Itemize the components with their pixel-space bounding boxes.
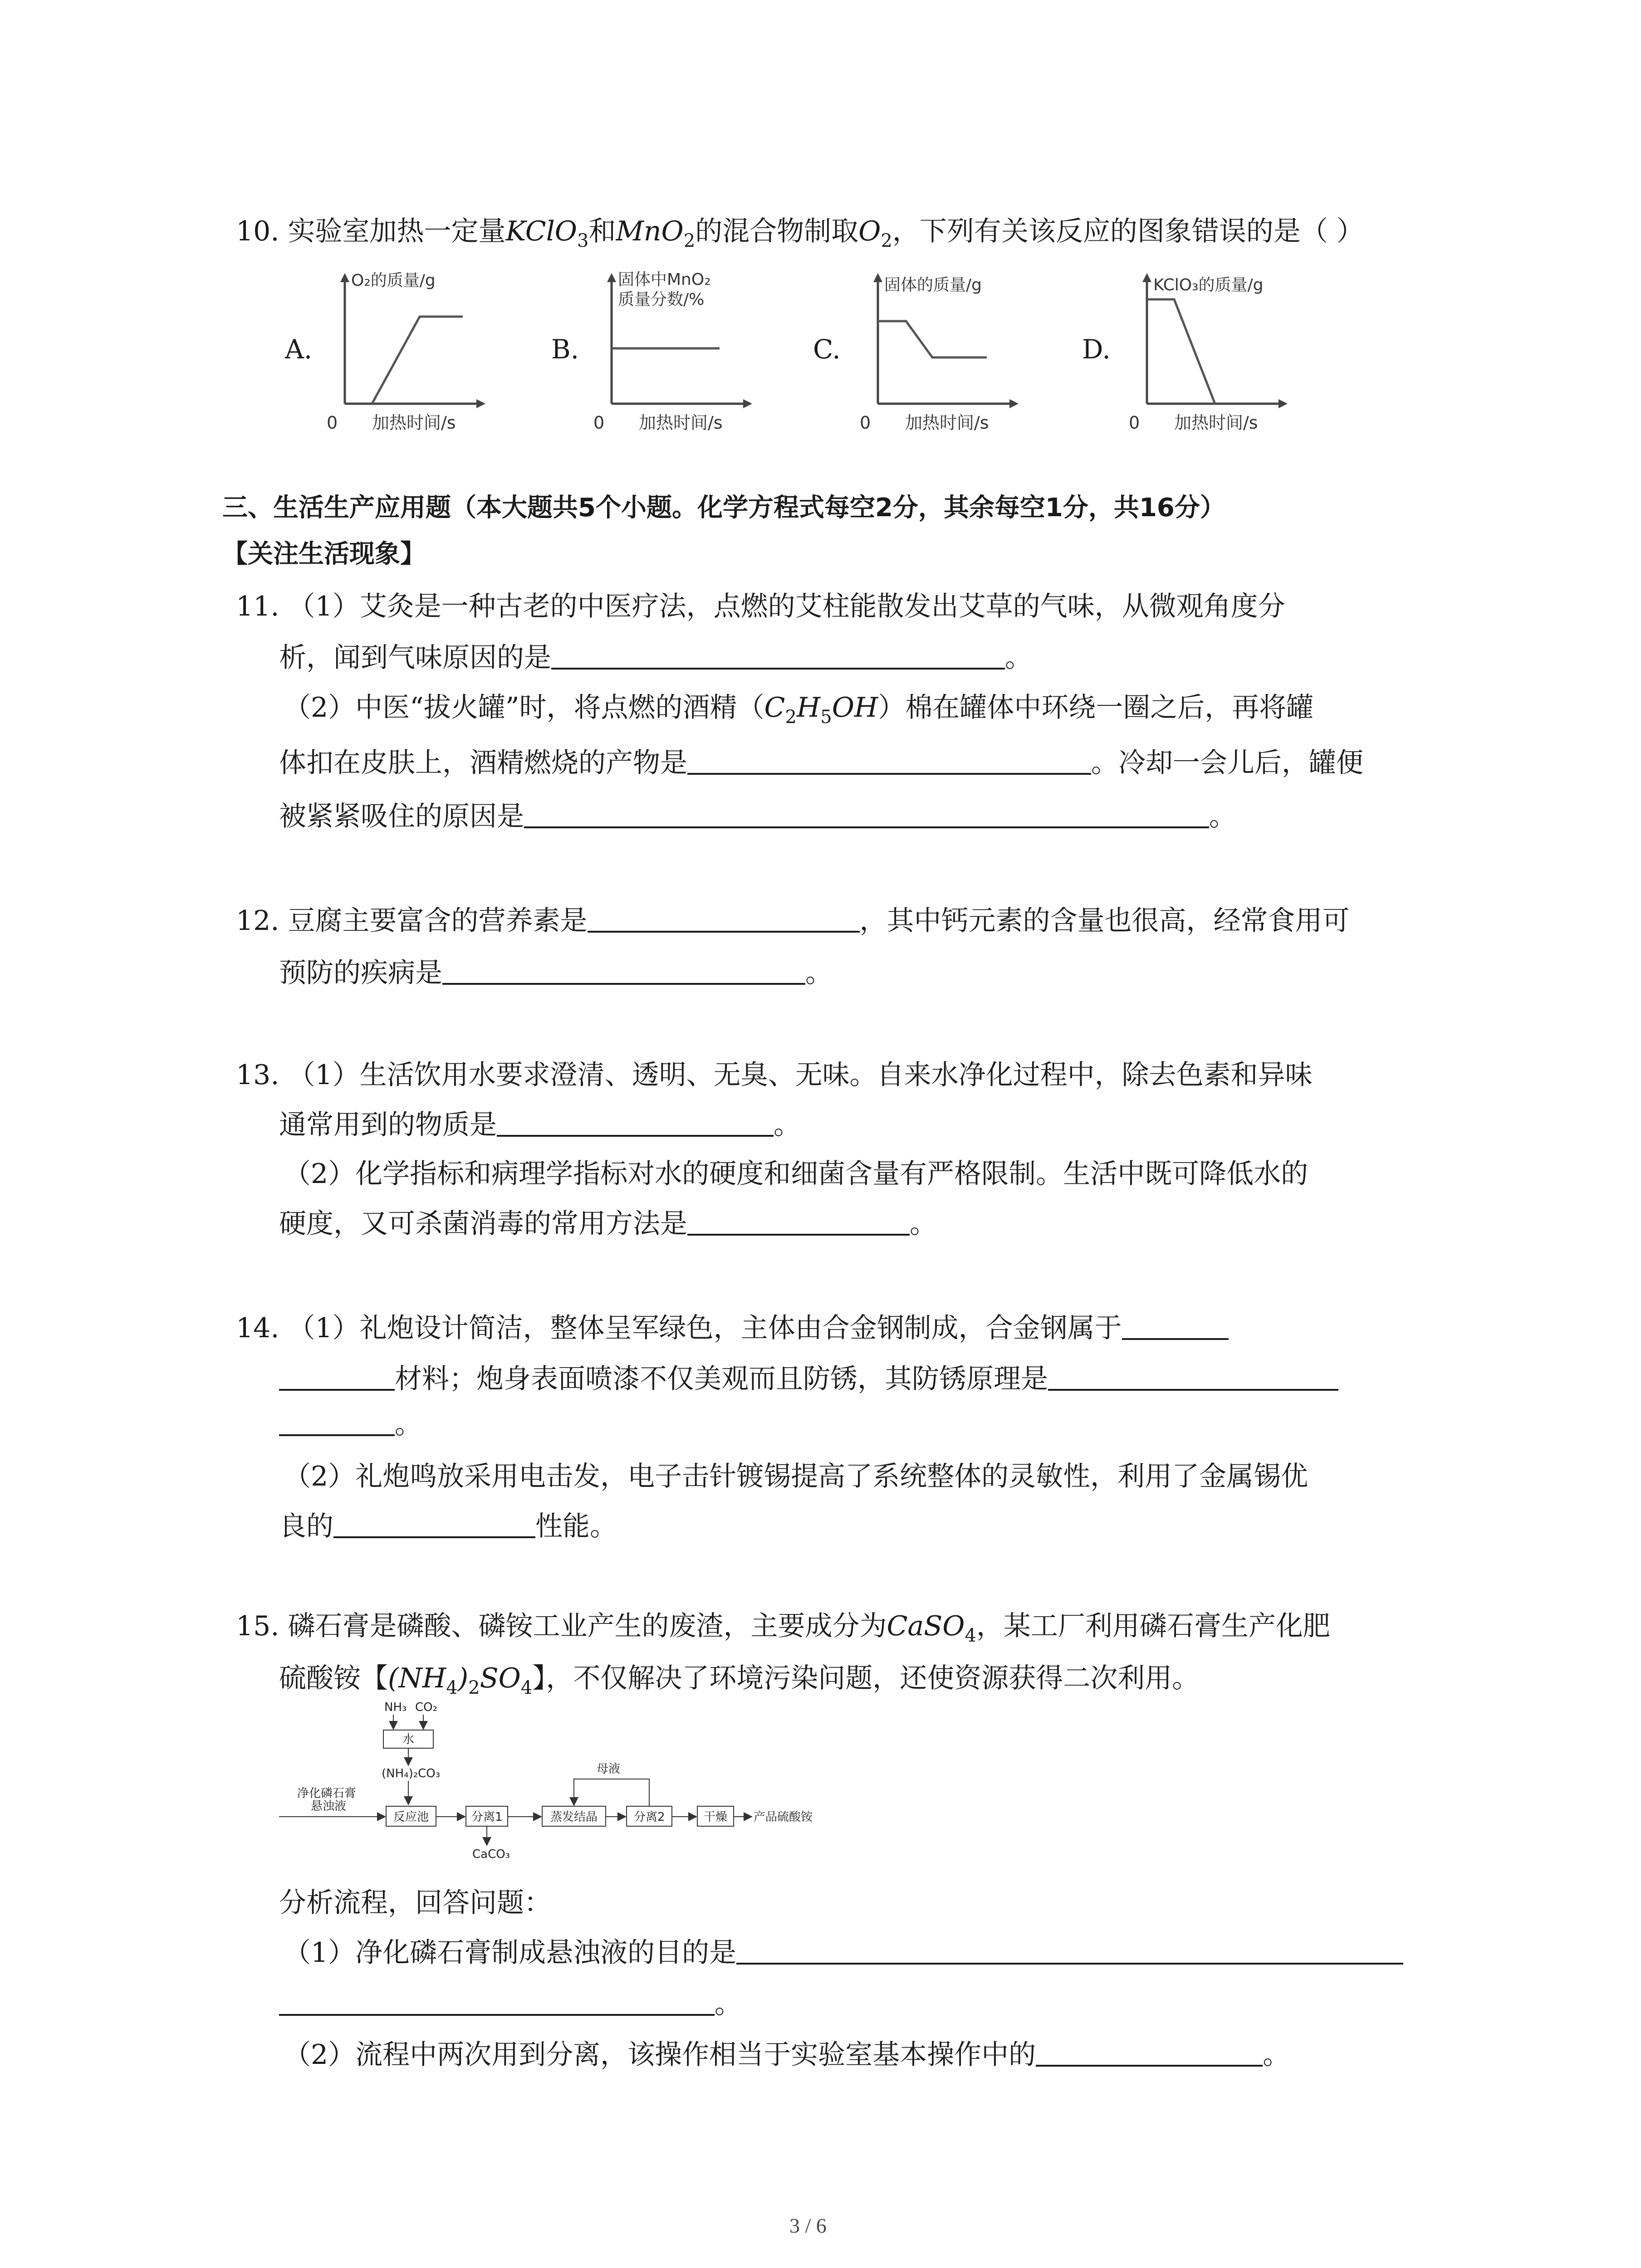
section-subtitle: 【关注生活现象】	[222, 539, 426, 569]
section-title: 三、生活生产应用题（本大题共5个小题。化学方程式每空2分，其余每空1分，共16分）	[222, 493, 1225, 523]
x-label: 加热时间/s	[372, 413, 456, 433]
formula-c: C	[764, 692, 785, 723]
q11-line1: 11. （1）艾灸是一种古老的中医疗法，点燃的艾柱能散发出艾草的气味，从微观角度分	[236, 591, 1285, 622]
flow-caco3: CaCO₃	[472, 1848, 510, 1861]
curve-solid-mass	[878, 321, 987, 357]
option-b-graph	[593, 270, 761, 437]
q11-line2	[279, 640, 1032, 676]
q11-line4	[279, 745, 1363, 781]
q15-text: （1）净化磷石膏制成悬浊液的目的是	[284, 1937, 737, 1969]
q14-line2	[279, 1361, 1338, 1397]
flow-dry: 干燥	[704, 1810, 728, 1824]
q15-line1	[236, 1608, 1330, 1654]
option-c-letter[interactable]: C.	[813, 334, 841, 365]
x-axis-arrow-icon	[1009, 399, 1019, 408]
answer-blank[interactable]	[687, 745, 1091, 775]
q11-period: 。	[1005, 642, 1032, 674]
q11-line5	[279, 798, 1236, 835]
q15-period: 。	[1263, 2039, 1290, 2071]
q14-text: 14. （1）礼炮设计简洁，整体呈军绿色，主体由合金钢制成，合金钢属于	[236, 1312, 1122, 1344]
q12-period: 。	[805, 957, 833, 989]
formula-h: H	[796, 692, 821, 723]
q14-period: 。	[395, 1408, 422, 1440]
origin-label: 0	[327, 413, 338, 433]
q12-text: 12. 豆腐主要富含的营养素是	[236, 905, 588, 937]
y-label-line2: 质量分数/%	[618, 290, 705, 309]
answer-blank[interactable]	[551, 640, 1005, 670]
flow-reactor: 反应池	[393, 1810, 429, 1824]
q15-text: 15. 磷石膏是磷酸、磷铵工业产生的废渣，主要成分为	[236, 1610, 887, 1642]
x-axis-arrow-icon	[743, 399, 752, 408]
answer-blank[interactable]	[736, 1935, 1403, 1965]
answer-blank-cont[interactable]	[279, 1406, 395, 1436]
x-axis-arrow-icon	[1279, 399, 1288, 408]
formula-o2-sub: 2	[881, 230, 892, 251]
flow-sep2: 分离2	[634, 1810, 665, 1824]
option-b-letter[interactable]: B.	[551, 334, 579, 365]
formula-paren: )	[457, 1662, 469, 1694]
q11-text: 体扣在皮肤上，酒精燃烧的产物是	[279, 747, 687, 779]
formula-nh4-sub2: 2	[468, 1677, 480, 1698]
q12-text: 预防的疾病是	[279, 957, 442, 989]
formula-h-sub: 5	[820, 707, 832, 728]
formula-so4-sub: 4	[520, 1677, 533, 1698]
q10-text-c: ，下列有关该反应的图象错误的是（ ）	[892, 215, 1364, 247]
formula-kclo3-sub: 3	[577, 230, 589, 251]
q15-text: 硫酸铵【	[279, 1662, 388, 1694]
q10-text-a: 10. 实验室加热一定量	[236, 215, 506, 247]
formula-caso4-sub: 4	[965, 1625, 976, 1646]
q15-line3: 分析流程，回答问题：	[279, 1887, 551, 1919]
q15-text: （2）流程中两次用到分离，该操作相当于实验室基本操作中的	[284, 2039, 1036, 2071]
flow-water: 水	[402, 1733, 415, 1746]
option-d-graph	[1129, 272, 1297, 437]
q15-text: ，某工厂利用磷石膏生产化肥	[976, 1610, 1330, 1642]
q11-text: 被紧紧吸住的原因是	[279, 801, 524, 832]
answer-blank[interactable]	[687, 1206, 910, 1236]
y-axis-arrow-icon	[607, 273, 616, 282]
q13-period: 。	[910, 1208, 937, 1240]
q14-line5	[279, 1508, 617, 1545]
answer-blank[interactable]	[1048, 1361, 1338, 1391]
formula-so4: SO	[480, 1662, 521, 1694]
formula-caso4: CaSO	[887, 1610, 965, 1642]
answer-blank-cont[interactable]	[279, 1361, 395, 1391]
x-label: 加热时间/s	[639, 413, 723, 433]
answer-blank[interactable]	[333, 1508, 535, 1538]
flow-nh4co3: (NH₄)₂CO₃	[382, 1767, 441, 1780]
q15-text: 】，不仅解决了环境污染问题，还使资源获得二次利用。	[532, 1662, 1200, 1694]
q13-text: 硬度，又可杀菌消毒的常用方法是	[279, 1208, 687, 1240]
y-label-line1: 固体中MnO₂	[618, 270, 711, 289]
flow-nh3: NH₃	[384, 1701, 407, 1714]
answer-blank[interactable]	[1036, 2037, 1263, 2067]
y-axis-arrow-icon	[873, 273, 882, 282]
x-label: 加热时间/s	[905, 413, 989, 433]
formula-nh4: (NH	[388, 1662, 446, 1694]
page-number: 3 / 6	[789, 2214, 827, 2237]
q13-period: 。	[774, 1109, 801, 1141]
curve-kclo3-mass	[1147, 299, 1215, 404]
origin-label: 0	[593, 413, 605, 433]
y-label: KClO₃的质量/g	[1153, 276, 1264, 294]
flow-input-line1: 净化磷石膏	[297, 1787, 357, 1800]
q11-text: ）棉在罐体中环绕一圈之后，再将罐	[878, 692, 1314, 723]
q13-text: 通常用到的物质是	[279, 1109, 497, 1141]
process-flow-diagram	[279, 1696, 851, 1889]
q10-text-b: 的混合物制取	[695, 215, 859, 247]
y-axis-arrow-icon	[1142, 273, 1151, 282]
q11-line3	[284, 689, 1313, 735]
x-label: 加热时间/s	[1174, 413, 1258, 433]
y-label: O₂的质量/g	[351, 271, 436, 290]
answer-blank[interactable]	[442, 955, 805, 985]
curve-o2-mass	[372, 317, 463, 404]
option-d-letter[interactable]: D.	[1082, 334, 1111, 365]
answer-blank[interactable]	[524, 798, 1209, 828]
answer-blank[interactable]	[588, 903, 860, 933]
q12-text: ，其中钙元素的含量也很高，经常食用可	[859, 905, 1350, 937]
flow-mother: 母液	[597, 1762, 621, 1776]
x-axis-arrow-icon	[476, 399, 485, 408]
formula-c-sub: 2	[785, 707, 797, 728]
q10-stem	[236, 213, 1364, 259]
q14-line4: （2）礼炮鸣放采用电击发，电子击针镀锡提高了系统整体的灵敏性，利用了金属锡优	[284, 1461, 1308, 1492]
q11-text: 析，闻到气味原因的是	[279, 642, 551, 674]
answer-blank-cont[interactable]	[279, 1986, 715, 2016]
origin-label: 0	[1129, 413, 1140, 433]
q13-line3: （2）化学指标和病理学指标对水的硬度和细菌含量有严格限制。生活中既可降低水的	[284, 1158, 1308, 1190]
q11-period: 。	[1209, 801, 1236, 832]
origin-label: 0	[860, 413, 871, 433]
q14-line1	[236, 1310, 1229, 1346]
flow-evap: 蒸发结晶	[550, 1810, 598, 1824]
formula-mno2-sub: 2	[683, 230, 696, 251]
option-c-graph	[860, 272, 1028, 437]
flow-co2: CO₂	[415, 1701, 438, 1714]
q12-line1	[236, 903, 1350, 939]
q15-line6	[284, 2037, 1290, 2073]
q13-line4	[279, 1206, 937, 1242]
q13-line1: 13. （1）生活饮用水要求澄清、透明、无臭、无味。自来水净化过程中，除去色素和异味	[236, 1059, 1313, 1091]
q14-text: 材料；炮身表面喷漆不仅美观而且防锈，其防锈原理是	[395, 1363, 1048, 1395]
option-a-letter[interactable]: A.	[285, 334, 313, 365]
flow-product: 产品硫酸铵	[754, 1810, 813, 1824]
q15-period: 。	[715, 1988, 742, 2020]
flow-input-line2: 悬浊液	[311, 1799, 347, 1813]
flow-sep1: 分离1	[471, 1810, 503, 1824]
q10-and: 和	[588, 215, 616, 247]
q11-text: （2）中医“拔火罐”时，将点燃的酒精（	[284, 692, 764, 723]
mother-liquor-loop-arrow	[574, 1779, 649, 1806]
q14-line3	[279, 1406, 422, 1442]
formula-oh: OH	[832, 692, 878, 723]
q14-text: 良的	[279, 1510, 333, 1542]
q15-line4	[284, 1935, 1403, 1971]
y-label: 固体的质量/g	[884, 276, 982, 294]
q13-line2	[279, 1107, 801, 1143]
answer-blank[interactable]	[1122, 1310, 1229, 1340]
formula-nh4-sub: 4	[446, 1677, 458, 1698]
answer-blank[interactable]	[497, 1107, 774, 1137]
formula-o2: O	[858, 215, 881, 247]
q12-line2	[279, 955, 833, 991]
q14-text: 性能。	[535, 1510, 617, 1542]
q11-text: 。冷却一会儿后，罐便	[1091, 747, 1363, 779]
q15-line5	[279, 1986, 742, 2022]
formula-mno2: MnO	[616, 215, 684, 247]
formula-kclo3: KClO	[505, 215, 577, 247]
option-a-graph	[327, 271, 495, 437]
y-axis-arrow-icon	[340, 273, 349, 282]
